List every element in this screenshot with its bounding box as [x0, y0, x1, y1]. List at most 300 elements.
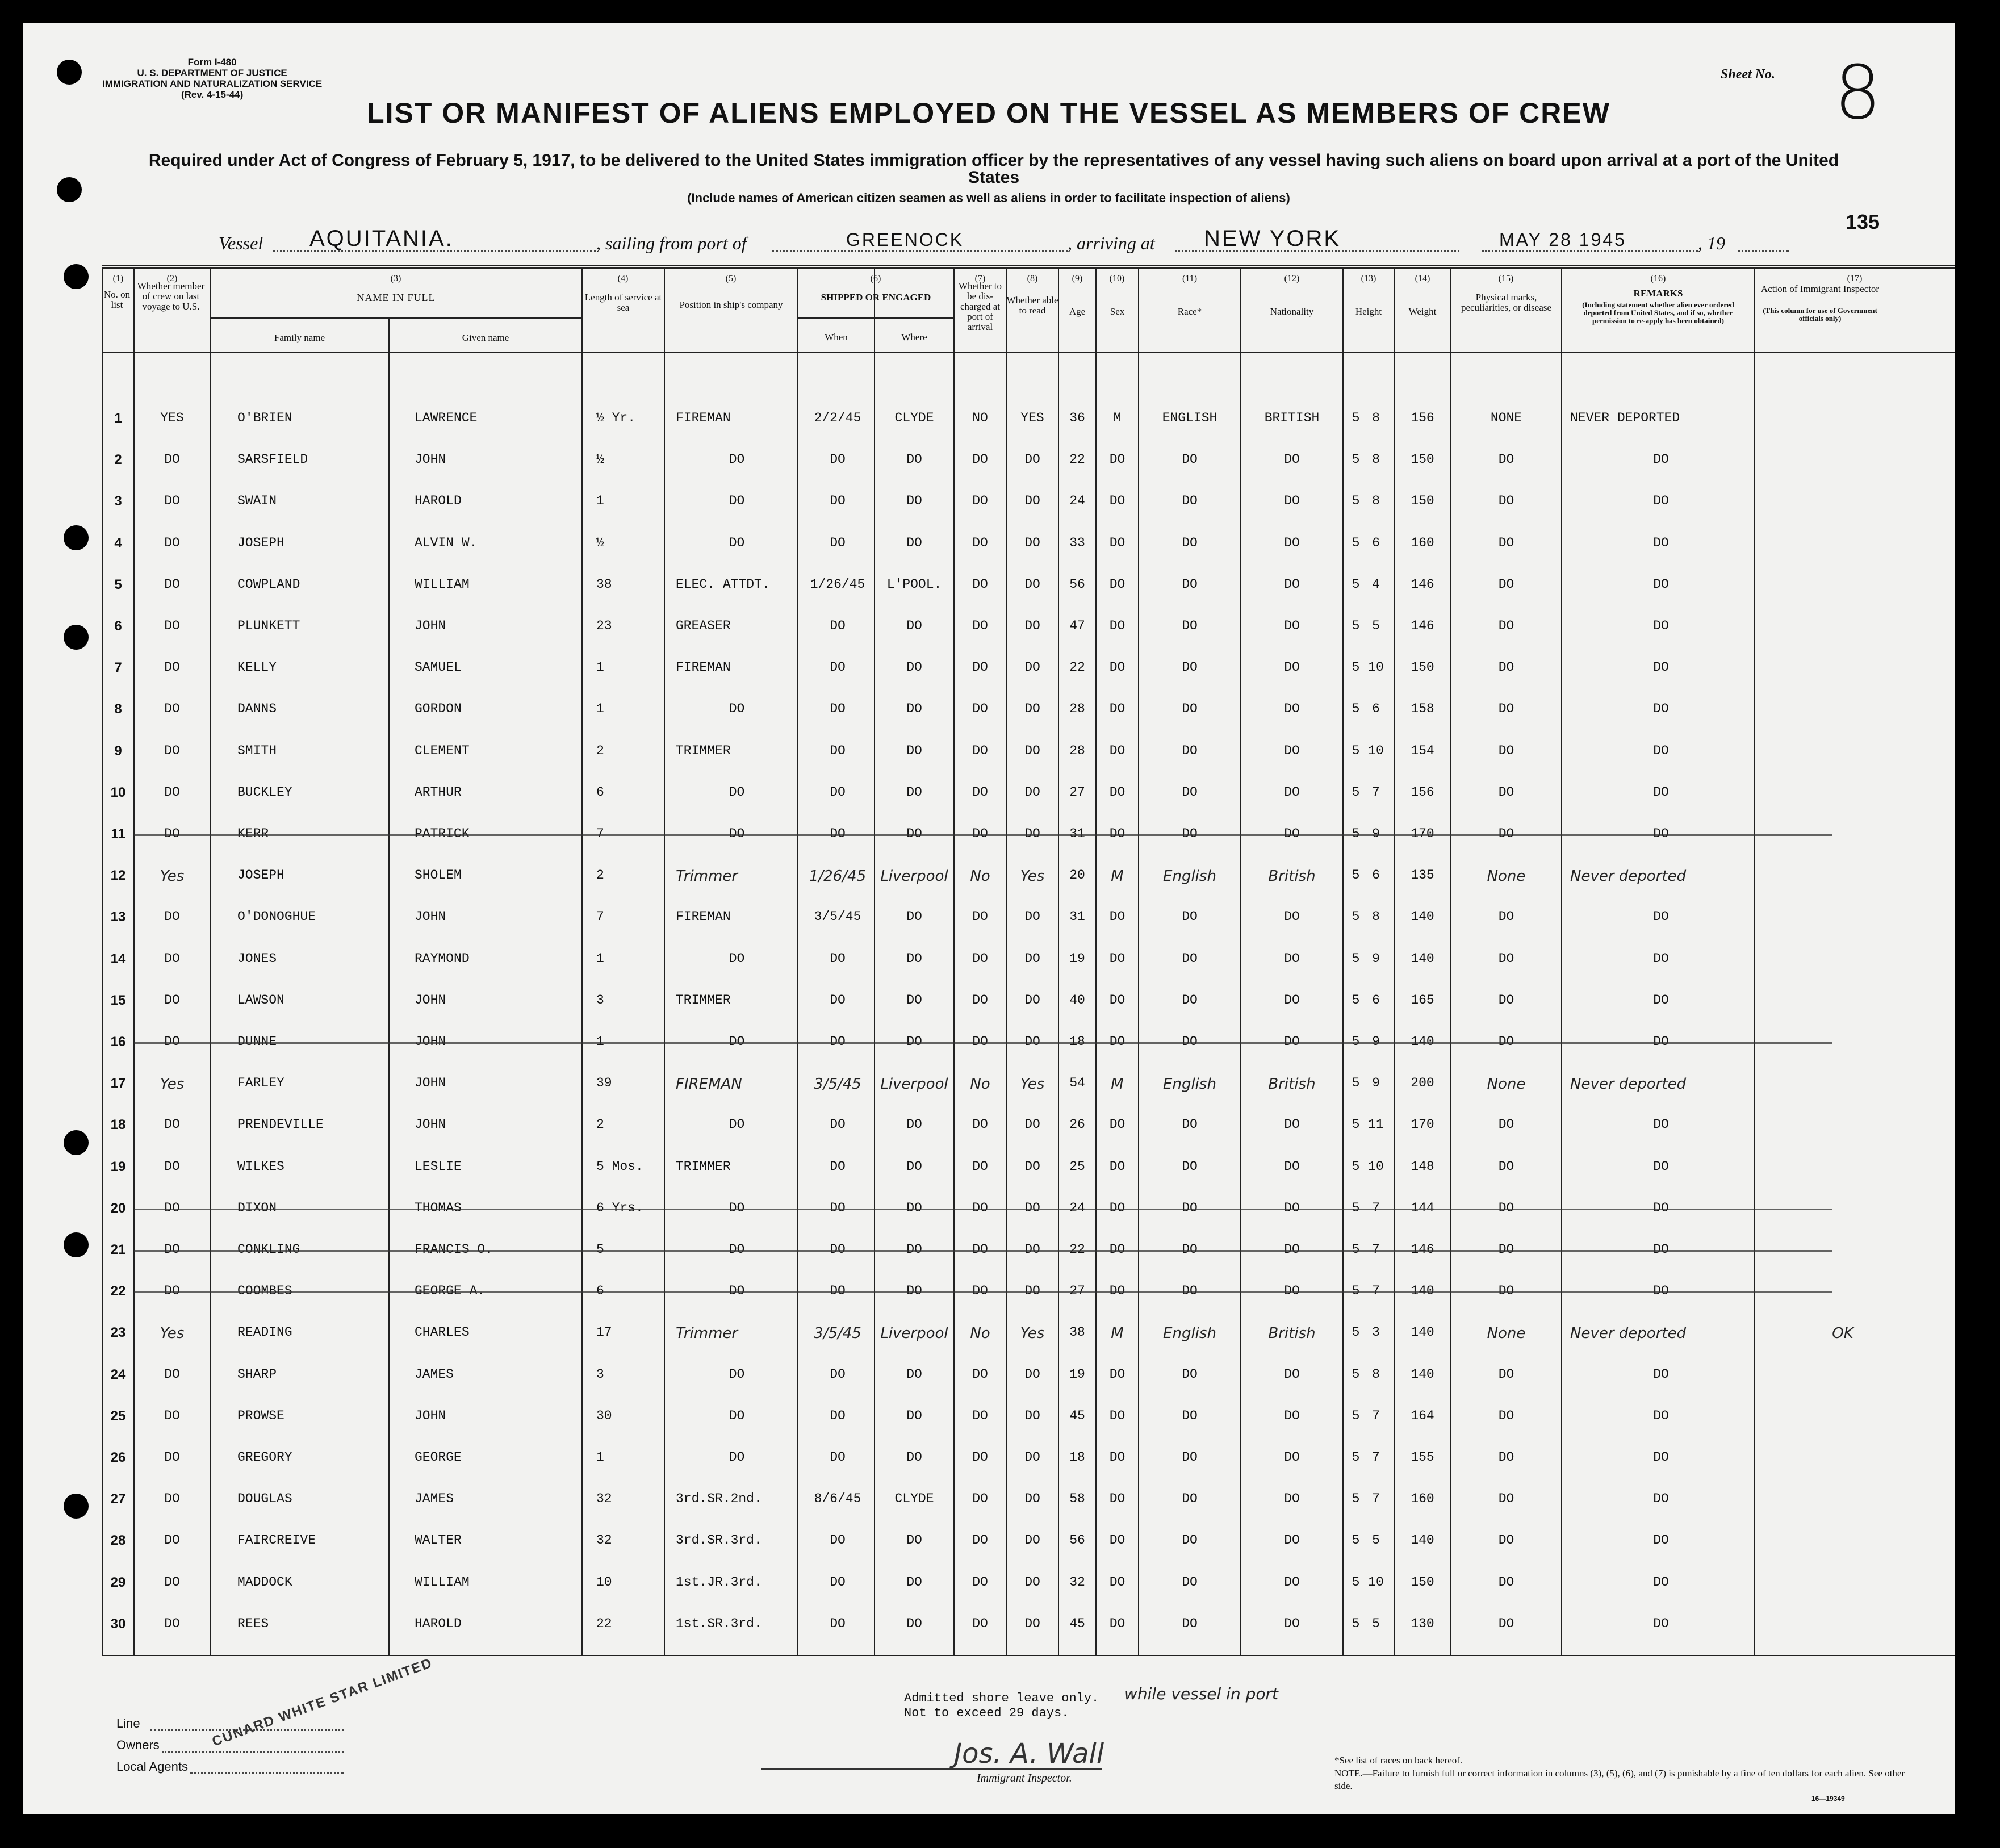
cell-ft: 5	[1352, 1616, 1360, 1631]
cell-when: DO	[830, 1574, 846, 1590]
cell-read: DO	[1024, 452, 1040, 467]
cell-service: 30	[596, 1408, 612, 1423]
row-number: 17	[110, 1076, 126, 1092]
header-height: Height	[1355, 306, 1382, 317]
cell-sex: DO	[1109, 452, 1125, 467]
admitted-text-1: Admitted shore leave only.	[904, 1691, 1099, 1705]
cell-disch: DO	[972, 1616, 988, 1631]
column-number: (6)	[870, 274, 881, 283]
cell-read: DO	[1024, 576, 1040, 592]
row-number: 19	[110, 1159, 126, 1174]
revision: (Rev. 4-15-44)	[181, 89, 244, 100]
cell-in: 9	[1372, 826, 1380, 841]
sailing-label: , sailing from port of	[596, 233, 747, 253]
cell-given: WILLIAM	[415, 576, 470, 592]
cell-given: HAROLD	[415, 494, 462, 509]
cell-ft: 5	[1352, 1408, 1360, 1423]
cell-wt: 148	[1411, 1159, 1434, 1174]
header-family-name: Family name	[274, 332, 325, 343]
row-number: 9	[114, 743, 122, 759]
cell-ft: 5	[1352, 618, 1360, 633]
cell-disch: No	[970, 1325, 990, 1343]
cell-wt: 140	[1411, 1366, 1434, 1382]
cell-in: 7	[1372, 1200, 1380, 1215]
cell-position: FIREMAN	[676, 909, 731, 925]
cell-service: ½ Yr.	[596, 411, 636, 425]
cell-race: DO	[1182, 1200, 1198, 1215]
cell-crew: DO	[164, 1034, 180, 1049]
cell-age: 28	[1069, 743, 1085, 758]
cell-read: DO	[1024, 1533, 1040, 1548]
cell-phys: DO	[1498, 535, 1514, 550]
cell-disch: DO	[972, 826, 988, 841]
cell-crew: DO	[164, 1200, 180, 1215]
cell-service: 1	[596, 1450, 604, 1465]
column-number: (4)	[617, 274, 629, 283]
cell-nat: DO	[1284, 1200, 1300, 1215]
cell-crew: DO	[164, 1283, 180, 1299]
cell-wt: 146	[1411, 576, 1434, 592]
cell-crew: DO	[164, 1366, 180, 1382]
cell-sex: DO	[1109, 784, 1125, 800]
cell-phys: DO	[1498, 909, 1514, 925]
cell-ft: 5	[1352, 1117, 1360, 1132]
cell-wt: 140	[1411, 909, 1434, 925]
cell-when: 3/5/45	[814, 1076, 861, 1093]
cell-sex: M	[1111, 1325, 1124, 1343]
header-position: Position in ship's company	[679, 299, 783, 310]
cell-disch: DO	[972, 1408, 988, 1423]
cell-in: 7	[1372, 1283, 1380, 1299]
cell-race: English	[1163, 868, 1216, 885]
cell-in: 6	[1372, 992, 1380, 1007]
cell-where: CLYDE	[894, 1491, 934, 1507]
cell-phys: DO	[1498, 576, 1514, 592]
cell-family: PLUNKETT	[237, 618, 300, 633]
cell-race: English	[1163, 1325, 1216, 1343]
cell-race: DO	[1182, 1491, 1198, 1507]
cell-when: DO	[830, 1616, 846, 1631]
column-number: (14)	[1415, 274, 1430, 283]
cell-position: FIREMAN	[676, 1076, 742, 1093]
admitted-handwritten: while vessel in port	[1124, 1684, 1279, 1703]
requirement-note: (Include names of American citizen seamen as well as aliens in order to facilitate inspection of aliens)	[687, 191, 1290, 205]
row-number: 16	[110, 1034, 126, 1050]
cell-read: DO	[1024, 1450, 1040, 1465]
cell-sex: DO	[1109, 743, 1125, 758]
cell-ft: 5	[1352, 1325, 1360, 1340]
row-number: 3	[114, 494, 122, 509]
cell-service: 1	[596, 951, 604, 966]
column-number: (12)	[1284, 274, 1300, 283]
cell-remarks: DO	[1653, 1491, 1669, 1507]
arrival-date: MAY 28 1945	[1499, 229, 1626, 250]
cell-where: DO	[906, 951, 922, 966]
cell-phys: DO	[1498, 1616, 1514, 1631]
cell-disch: DO	[972, 1574, 988, 1590]
page-title: LIST OR MANIFEST OF ALIENS EMPLOYED ON THE VESSEL AS MEMBERS OF CREW	[367, 97, 1610, 129]
cell-phys: DO	[1498, 1117, 1514, 1132]
row-number: 24	[110, 1366, 126, 1382]
form-number: Form I-480	[187, 57, 237, 68]
cell-race: DO	[1182, 618, 1198, 633]
column-number: (7)	[974, 274, 986, 283]
cell-family: CONKLING	[237, 1242, 300, 1257]
cell-in: 7	[1372, 1242, 1380, 1257]
cell-phys: DO	[1498, 1366, 1514, 1382]
cell-position: DO	[729, 1366, 745, 1382]
cell-given: CHARLES	[415, 1325, 470, 1340]
cell-when: DO	[830, 1117, 846, 1132]
cell-service: 39	[596, 1076, 612, 1091]
cell-nat: DO	[1284, 618, 1300, 633]
cell-position: DO	[729, 1242, 745, 1257]
row-number: 28	[110, 1533, 126, 1549]
cell-position: DO	[729, 494, 745, 509]
cell-family: JOSEPH	[237, 868, 284, 883]
cell-remarks: DO	[1653, 909, 1669, 925]
cell-remarks: DO	[1653, 660, 1669, 675]
cell-read: DO	[1024, 784, 1040, 800]
cell-ft: 5	[1352, 992, 1360, 1007]
cell-phys: None	[1487, 1076, 1526, 1093]
cell-position: DO	[729, 1408, 745, 1423]
cell-position: DO	[729, 826, 745, 841]
cell-wt: 135	[1411, 868, 1434, 883]
cell-where: DO	[906, 1242, 922, 1257]
cell-disch: DO	[972, 452, 988, 467]
cell-read: Yes	[1020, 1076, 1045, 1093]
cell-phys: DO	[1498, 992, 1514, 1007]
vessel-name: AQUITANIA.	[309, 226, 454, 251]
cell-disch: DO	[972, 1533, 988, 1548]
cell-age: 38	[1069, 1325, 1085, 1340]
cell-position: DO	[729, 1283, 745, 1299]
cell-sex: DO	[1109, 1283, 1125, 1299]
cell-wt: 140	[1411, 951, 1434, 966]
cell-remarks: DO	[1653, 992, 1669, 1007]
cell-age: 54	[1069, 1076, 1085, 1091]
cell-service: 7	[596, 826, 604, 841]
column-number: (1)	[112, 274, 124, 283]
header-remarks-note: (Including statement whether alien ever ordered deported from United States, and if so, whether permission to re-apply has been obtained)	[1582, 300, 1734, 325]
cell-nat: DO	[1284, 494, 1300, 509]
cell-nat: British	[1268, 1325, 1316, 1343]
cell-wt: 160	[1411, 1491, 1434, 1507]
cell-read: DO	[1024, 951, 1040, 966]
cell-sex: DO	[1109, 1034, 1125, 1049]
cell-read: DO	[1024, 1616, 1040, 1631]
cell-age: 27	[1069, 784, 1085, 800]
cell-given: JOHN	[415, 1117, 446, 1132]
year-label: , 19	[1698, 233, 1725, 253]
cell-crew: Yes	[160, 1076, 185, 1093]
cell-ft: 5	[1352, 411, 1360, 425]
cell-ft: 5	[1352, 576, 1360, 592]
strike-line	[134, 1250, 1832, 1252]
cell-position: ELEC. ATTDT.	[676, 576, 770, 592]
column-number: (15)	[1498, 274, 1514, 283]
cell-read: DO	[1024, 1242, 1040, 1257]
row-number: 20	[110, 1200, 126, 1216]
cell-when: DO	[830, 494, 846, 509]
cell-phys: DO	[1498, 826, 1514, 841]
cell-where: DO	[906, 701, 922, 717]
cell-crew: DO	[164, 1450, 180, 1465]
cell-ft: 5	[1352, 1283, 1360, 1299]
header-nationality: Nationality	[1270, 306, 1314, 317]
cell-in: 8	[1372, 411, 1380, 425]
cell-when: DO	[830, 826, 846, 841]
cell-disch: DO	[972, 784, 988, 800]
cell-where: DO	[906, 452, 922, 467]
cell-wt: 150	[1411, 494, 1434, 509]
cell-remarks: Never deported	[1570, 1325, 1687, 1343]
cell-given: JOHN	[415, 992, 446, 1007]
cell-read: DO	[1024, 494, 1040, 509]
cell-disch: DO	[972, 660, 988, 675]
cell-disch: DO	[972, 992, 988, 1007]
owners-label: Owners	[116, 1738, 160, 1752]
strike-line	[134, 1209, 1832, 1210]
cell-wt: 140	[1411, 1283, 1434, 1299]
cell-read: DO	[1024, 992, 1040, 1007]
cell-when: DO	[830, 660, 846, 675]
cell-when: DO	[830, 1408, 846, 1423]
cell-given: JOHN	[415, 618, 446, 633]
cell-in: 11	[1368, 1117, 1384, 1132]
cell-disch: NO	[972, 411, 988, 425]
cell-in: 8	[1372, 494, 1380, 509]
cell-race: DO	[1182, 452, 1198, 467]
cell-crew: DO	[164, 909, 180, 925]
cell-where: Liverpool	[880, 1076, 948, 1093]
cell-service: 3	[596, 992, 604, 1007]
cell-race: English	[1163, 1076, 1216, 1093]
cell-family: LAWSON	[237, 992, 284, 1007]
column-number: (13)	[1361, 274, 1376, 283]
cell-when: 2/2/45	[814, 411, 861, 425]
cell-disch: DO	[972, 1117, 988, 1132]
cell-crew: DO	[164, 826, 180, 841]
cell-where: Liverpool	[880, 1325, 948, 1343]
cell-service: 6 Yrs.	[596, 1200, 643, 1215]
cell-crew: Yes	[160, 868, 185, 885]
header-name-in-full: NAME IN FULL	[357, 292, 436, 303]
cell-race: DO	[1182, 1366, 1198, 1382]
cell-crew: DO	[164, 784, 180, 800]
cell-service: 1	[596, 1034, 604, 1049]
cell-age: 25	[1069, 1159, 1085, 1174]
header-where: Where	[901, 332, 927, 342]
cell-phys: DO	[1498, 1159, 1514, 1174]
cell-service: ½	[596, 535, 604, 550]
cell-crew: DO	[164, 1242, 180, 1257]
column-number: (9)	[1072, 274, 1083, 283]
cell-sex: DO	[1109, 1242, 1125, 1257]
cell-family: READING	[237, 1325, 292, 1340]
cell-given: GORDON	[415, 701, 462, 717]
cell-disch: DO	[972, 951, 988, 966]
cell-in: 6	[1372, 701, 1380, 717]
cell-crew: DO	[164, 701, 180, 717]
row-number: 21	[110, 1242, 126, 1257]
cell-when: DO	[830, 1034, 846, 1049]
cell-nat: DO	[1284, 1408, 1300, 1423]
cell-in: 10	[1368, 743, 1384, 758]
cell-wt: 150	[1411, 452, 1434, 467]
cell-age: 24	[1069, 1200, 1085, 1215]
cell-wt: 146	[1411, 618, 1434, 633]
cell-nat: British	[1268, 1076, 1316, 1093]
cell-wt: 140	[1411, 1325, 1434, 1340]
cell-when: DO	[830, 784, 846, 800]
cell-in: 3	[1372, 1325, 1380, 1340]
cell-age: 56	[1069, 576, 1085, 592]
strike-line	[134, 1291, 1832, 1293]
cell-disch: DO	[972, 1366, 988, 1382]
cell-when: DO	[830, 618, 846, 633]
cell-in: 7	[1372, 1408, 1380, 1423]
cell-read: DO	[1024, 1574, 1040, 1590]
cell-sex: DO	[1109, 535, 1125, 550]
cell-sex: DO	[1109, 951, 1125, 966]
cell-given: HAROLD	[415, 1616, 462, 1631]
cell-remarks: DO	[1653, 1574, 1669, 1590]
cell-given: GEORGE A.	[415, 1283, 486, 1299]
cell-where: DO	[906, 1408, 922, 1423]
cell-nat: DO	[1284, 1283, 1300, 1299]
cell-read: DO	[1024, 1491, 1040, 1507]
cell-given: ALVIN W.	[415, 535, 478, 550]
requirement-text: Required under Act of Congress of February 5, 1917, to be delivered to the United States immigration officer by the representatives of any vessel having such aliens on board upon arrival at a port of the United States	[148, 151, 1839, 187]
cell-action: OK	[1832, 1325, 1853, 1343]
cell-age: 36	[1069, 411, 1085, 425]
cell-wt: 155	[1411, 1450, 1434, 1465]
cell-ft: 5	[1352, 1450, 1360, 1465]
cell-nat: DO	[1284, 784, 1300, 800]
header-length-service: Length of service at sea	[584, 292, 662, 313]
cell-read: DO	[1024, 618, 1040, 633]
cell-given: SHOLEM	[415, 868, 462, 883]
races-note: *See list of races on back hereof.	[1334, 1755, 1463, 1766]
fine-note: NOTE.—Failure to furnish full or correct information in columns (3), (5), (6), and (7) is punishable by a fine of ten dollars for each alien. See other side.	[1334, 1768, 1905, 1791]
cell-given: THOMAS	[415, 1200, 462, 1215]
cell-when: 3/5/45	[814, 909, 861, 925]
cell-when: DO	[830, 535, 846, 550]
cell-service: 6	[596, 784, 604, 800]
cell-crew: DO	[164, 1491, 180, 1507]
cell-phys: DO	[1498, 452, 1514, 467]
cell-nat: BRITISH	[1264, 411, 1320, 425]
cell-sex: M	[1111, 1076, 1124, 1093]
cell-disch: No	[970, 1076, 990, 1093]
cell-given: CLEMENT	[415, 743, 470, 758]
cell-wt: 146	[1411, 1242, 1434, 1257]
cell-position: DO	[729, 701, 745, 717]
cell-wt: 164	[1411, 1408, 1434, 1423]
cell-remarks: DO	[1653, 452, 1669, 467]
cell-sex: DO	[1109, 701, 1125, 717]
cell-nat: DO	[1284, 1574, 1300, 1590]
cell-sex: DO	[1109, 618, 1125, 633]
cell-race: DO	[1182, 951, 1198, 966]
cell-in: 8	[1372, 452, 1380, 467]
cell-sex: DO	[1109, 1117, 1125, 1132]
cell-crew: DO	[164, 743, 180, 758]
cell-remarks: DO	[1653, 826, 1669, 841]
cell-crew: DO	[164, 1159, 180, 1174]
cell-family: SWAIN	[237, 494, 277, 509]
cell-given: JOHN	[415, 1076, 446, 1091]
cell-read: DO	[1024, 701, 1040, 717]
cell-phys: DO	[1498, 1491, 1514, 1507]
cell-when: DO	[830, 951, 846, 966]
cell-family: KELLY	[237, 660, 277, 675]
cell-where: DO	[906, 1034, 922, 1049]
cell-crew: DO	[164, 618, 180, 633]
cell-family: KERR	[237, 826, 269, 841]
cell-crew: DO	[164, 1574, 180, 1590]
cell-phys: DO	[1498, 618, 1514, 633]
cell-nat: DO	[1284, 1117, 1300, 1132]
cell-nat: DO	[1284, 826, 1300, 841]
cell-family: JOSEPH	[237, 535, 284, 550]
cell-ft: 5	[1352, 743, 1360, 758]
cell-remarks: Never deported	[1570, 1076, 1687, 1093]
cell-disch: DO	[972, 535, 988, 550]
cell-phys: NONE	[1490, 411, 1522, 425]
cell-read: DO	[1024, 1200, 1040, 1215]
cell-wt: 165	[1411, 992, 1434, 1007]
header-able-read: Whether able to read	[1006, 295, 1058, 316]
cell-remarks: DO	[1653, 784, 1669, 800]
row-number: 5	[114, 576, 122, 592]
cell-service: 32	[596, 1533, 612, 1548]
cell-race: DO	[1182, 1574, 1198, 1590]
row-number: 26	[110, 1450, 126, 1465]
cell-race: DO	[1182, 535, 1198, 550]
cell-given: WALTER	[415, 1533, 462, 1548]
cell-family: GREGORY	[237, 1450, 292, 1465]
cell-nat: DO	[1284, 951, 1300, 966]
cell-read: DO	[1024, 826, 1040, 841]
cell-service: 1	[596, 494, 604, 509]
cell-sex: M	[1111, 868, 1124, 885]
cell-position: TRIMMER	[676, 1159, 731, 1174]
cell-service: 7	[596, 909, 604, 925]
cell-family: PRENDEVILLE	[237, 1117, 324, 1132]
cell-where: DO	[906, 826, 922, 841]
cell-position: Trimmer	[676, 868, 738, 885]
cell-race: DO	[1182, 1117, 1198, 1132]
cell-phys: DO	[1498, 1408, 1514, 1423]
cell-service: 17	[596, 1325, 612, 1340]
cell-race: DO	[1182, 1159, 1198, 1174]
row-number: 4	[114, 535, 122, 551]
cell-nat: DO	[1284, 576, 1300, 592]
cell-read: DO	[1024, 743, 1040, 758]
cell-disch: DO	[972, 1034, 988, 1049]
row-number: 30	[110, 1616, 126, 1632]
cell-when: DO	[830, 992, 846, 1007]
cell-crew: YES	[160, 411, 184, 425]
cell-given: LAWRENCE	[415, 411, 478, 425]
cell-disch: DO	[972, 576, 988, 592]
cell-race: DO	[1182, 909, 1198, 925]
cell-race: DO	[1182, 660, 1198, 675]
cell-in: 6	[1372, 535, 1380, 550]
